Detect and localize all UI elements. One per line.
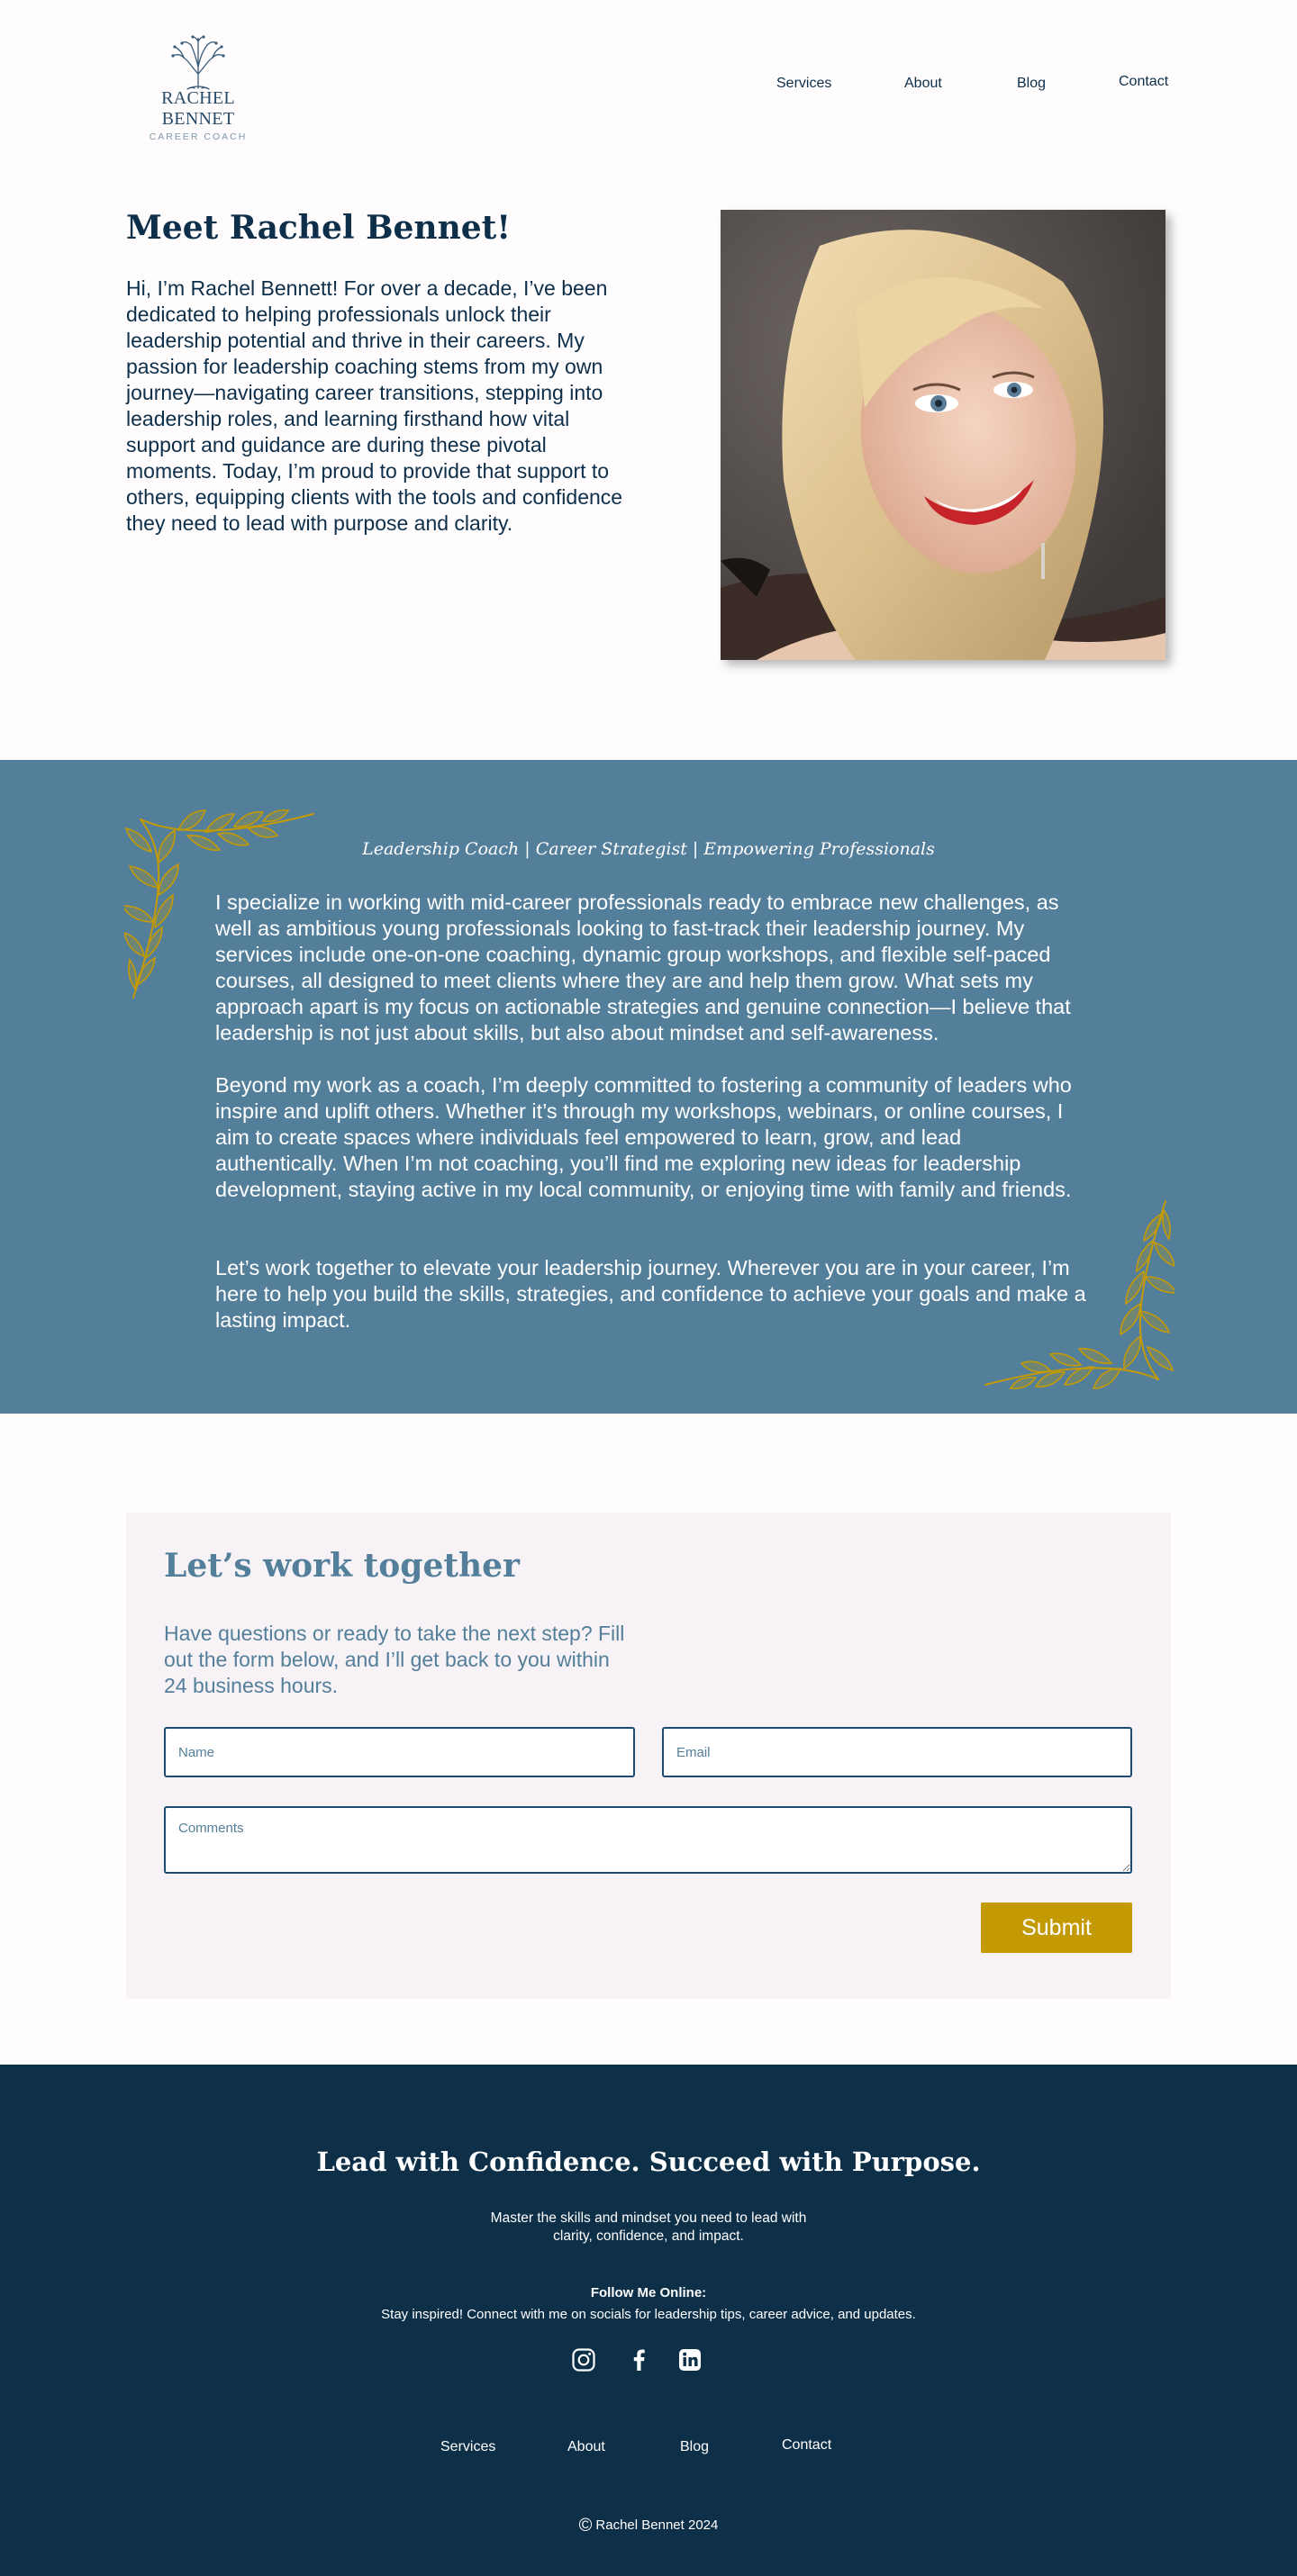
copyright-text: Rachel Bennet 2024 — [595, 2517, 719, 2533]
linkedin-icon[interactable] — [677, 2347, 703, 2373]
nav-blog-link[interactable]: Blog — [1017, 76, 1047, 91]
tree-logo-icon — [162, 34, 234, 90]
logo-subtitle: CAREER COACH — [149, 131, 248, 142]
about-paragraph: I specialize in working with mid-career professionals ready to embrace new challenges, as well as ambitious young professionals looking to fast-track their leadership journey. My services include one-on-one coaching, dynamic group workshops, and flexible self-paced courses, all designed to meet clients where they are and help them grow. What sets my approach apart is my focus on actionable strategies and genuine connection—I believe that leadership is not just about skills, but also about mindset and self-awareness. — [215, 890, 1071, 1044]
footer-nav-about-link[interactable]: About — [567, 2439, 605, 2454]
about-paragraph: Beyond my work as a coach, I’m deeply committed to fostering a community of leaders who inspire and uplift others. Whether it’s through my workshops, webinars, or online courses, I aim to create spaces where individuals feel empowered to learn, grow, and lead authentically. When I’m not coaching, you’ll find me exploring new ideas for leadership development, staying active in my local community, or enjoying time with family and friends. — [215, 1073, 1072, 1201]
site-header — [0, 0, 1297, 162]
footer-nav-services-link[interactable]: Services — [440, 2439, 496, 2454]
contact-subtitle: Have questions or ready to take the next step? Fill out the form below, and I’ll get back to you within 24 business hours. — [164, 1622, 625, 1697]
about-tagline: Leadership Coach | Career Strategist | Empowering Professionals — [362, 839, 935, 859]
footer-nav-blog-link[interactable]: Blog — [680, 2439, 710, 2454]
footer-copyright — [0, 2516, 1297, 2536]
logo[interactable] — [126, 34, 270, 142]
footer-headline: Lead with Confidence. Succeed with Purpose. — [316, 2147, 981, 2177]
nav-contact-link[interactable]: Contact — [1119, 74, 1169, 89]
footer-subline — [0, 2210, 1297, 2246]
copyright-icon: © — [578, 2516, 593, 2535]
portrait-photo — [721, 210, 1165, 660]
facebook-icon[interactable] — [627, 2347, 652, 2373]
name-input[interactable] — [164, 1727, 635, 1777]
about-paragraph: Let’s work together to elevate your leadership journey. Wherever you are in your career, I’m here to help you build the skills, strategies, and confidence to achieve your goals and make a lasting impact. — [215, 1256, 1086, 1332]
instagram-icon[interactable] — [571, 2347, 596, 2373]
footer-follow-label: Follow Me Online: — [590, 2285, 707, 2300]
portrait-illustration — [721, 210, 1165, 660]
hero-title: Meet Rachel Bennet! — [126, 209, 512, 247]
nav-about-link[interactable]: About — [904, 76, 942, 91]
logo-name: RACHEL BENNET — [161, 88, 235, 129]
footer-subline-text: Master the skills and mindset you need to lead with clarity, confidence, and impact. — [490, 2210, 807, 2244]
email-input[interactable] — [662, 1727, 1132, 1777]
footer-nav-contact-link[interactable]: Contact — [782, 2437, 832, 2453]
nav-services-link[interactable]: Services — [776, 76, 832, 91]
submit-button[interactable]: Submit — [981, 1903, 1132, 1953]
footer-follow-text: Stay inspired! Connect with me on socials for leadership tips, career advice, and updates. — [381, 2307, 916, 2322]
contact-title: Let’s work together — [164, 1547, 521, 1585]
hero-intro-text: Hi, I’m Rachel Bennett! For over a decade, I’ve been dedicated to helping professionals unlock their leadership potential and thrive in their careers. My passion for leadership coaching stems from my own journey—navigating career transitions, stepping into leadership roles, and learning firsthand how vital support and guidance are during these pivotal moments. Today, I’m proud to provide that support to others, equipping clients with the tools and confidence they need to lead with purpose and clarity. — [126, 276, 623, 535]
comments-textarea[interactable] — [164, 1806, 1132, 1874]
